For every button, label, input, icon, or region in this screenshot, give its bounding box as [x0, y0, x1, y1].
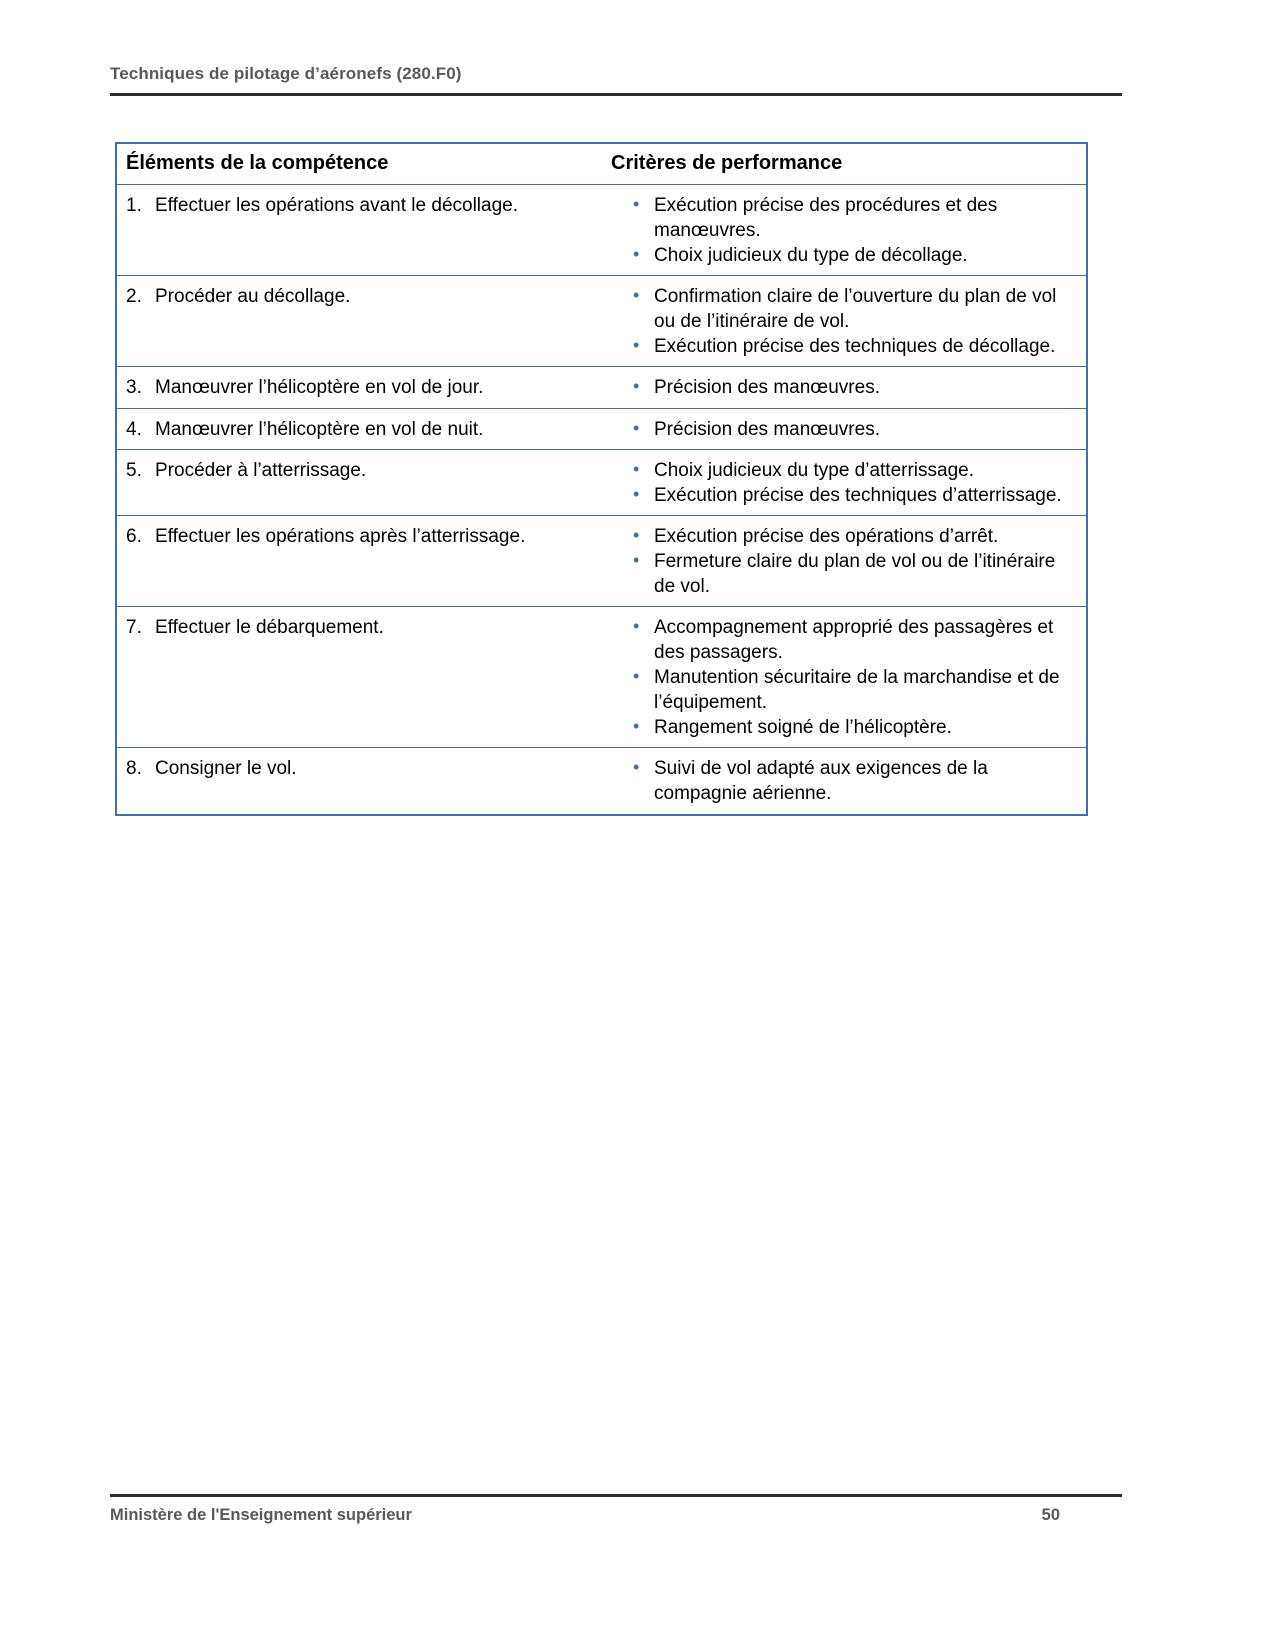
element-number: 3.	[126, 377, 142, 399]
criterion-text: Précision des manœuvres.	[654, 418, 880, 440]
bullet-icon: •	[633, 376, 640, 397]
element-text: Effectuer le débarquement.	[155, 617, 384, 639]
bullet-icon: •	[633, 716, 640, 737]
bullet-icon: •	[633, 549, 640, 570]
element-number: 5.	[126, 459, 142, 481]
bullet-icon: •	[633, 757, 640, 778]
criterion-item	[611, 524, 1072, 549]
table-row	[116, 449, 1087, 515]
bullet-icon: •	[633, 417, 640, 438]
criterion-text: Exécution précise des opérations d’arrêt.	[654, 525, 999, 547]
element-item	[126, 193, 603, 218]
footer-page-number: 50	[1041, 1506, 1060, 1524]
footer-ministry: Ministère de l'Enseignement supérieur	[110, 1506, 412, 1524]
element-text: Manœuvrer l’hélicoptère en vol de nuit.	[155, 418, 484, 440]
criterion-text: Exécution précise des procédures et des manœuvres.	[654, 195, 998, 242]
criterion-item	[611, 417, 1072, 442]
criterion-text: Accompagnement approprié des passagères et des passagers.	[654, 617, 1054, 664]
competency-table-wrap	[115, 142, 1088, 816]
criterion-text: Rangement soigné de l’hélicoptère.	[654, 717, 952, 739]
criterion-item	[611, 615, 1072, 665]
element-number: 6.	[126, 525, 142, 547]
element-item	[126, 458, 603, 483]
table-row	[116, 748, 1087, 815]
competency-table	[115, 142, 1088, 816]
criterion-text: Fermeture claire du plan de vol ou de l’itinéraire de vol.	[654, 550, 1056, 597]
table-row	[116, 185, 1087, 276]
table-row	[116, 276, 1087, 367]
bullet-icon: •	[633, 194, 640, 214]
element-text: Manœuvrer l’hélicoptère en vol de jour.	[155, 377, 484, 399]
criterion-text: Exécution précise des techniques d’atterrissage.	[654, 484, 1062, 506]
element-item	[126, 417, 603, 442]
criterion-item	[611, 375, 1072, 400]
element-number: 1.	[126, 195, 142, 216]
element-number: 7.	[126, 617, 142, 639]
bullet-icon: •	[633, 524, 640, 545]
element-number: 2.	[126, 286, 142, 308]
element-number: 4.	[126, 418, 142, 440]
element-text: Effectuer les opérations avant le décollage.	[155, 195, 518, 216]
element-text: Effectuer les opérations après l’atterrissage.	[155, 525, 526, 547]
criterion-item	[611, 193, 1072, 243]
bullet-icon: •	[633, 666, 640, 687]
document-title: Techniques de pilotage d’aéronefs (280.F0)	[110, 64, 462, 83]
criterion-item	[611, 665, 1072, 715]
criterion-text: Confirmation claire de l’ouverture du plan de vol ou de l’itinéraire de vol.	[654, 286, 1057, 333]
bullet-icon: •	[633, 244, 640, 265]
criterion-item	[611, 243, 1072, 268]
bullet-icon: •	[633, 335, 640, 356]
bullet-icon: •	[633, 285, 640, 306]
criterion-item	[611, 756, 1072, 806]
table-header-row	[116, 143, 1087, 185]
table-row	[116, 607, 1087, 748]
criterion-item	[611, 334, 1072, 359]
table-row	[116, 515, 1087, 606]
criterion-text: Manutention sécuritaire de la marchandise et de l’équipement.	[654, 667, 1060, 714]
column-header-criteria: Critères de performance	[611, 143, 1087, 185]
criterion-item	[611, 549, 1072, 599]
criterion-item	[611, 715, 1072, 740]
column-header-elements: Éléments de la compétence	[116, 143, 611, 185]
table-row	[116, 367, 1087, 408]
element-text: Consigner le vol.	[155, 758, 297, 780]
bullet-icon: •	[633, 616, 640, 637]
page-header	[110, 64, 1122, 96]
criterion-item	[611, 458, 1072, 483]
criterion-text: Suivi de vol adapté aux exigences de la compagnie aérienne.	[654, 758, 988, 805]
criterion-item	[611, 284, 1072, 334]
criterion-text: Précision des manœuvres.	[654, 377, 880, 399]
element-item	[126, 375, 603, 400]
criterion-text: Exécution précise des techniques de décollage.	[654, 336, 1056, 358]
element-text: Procéder au décollage.	[155, 286, 351, 308]
criterion-text: Choix judicieux du type d’atterrissage.	[654, 459, 975, 481]
criterion-item	[611, 483, 1072, 508]
element-item	[126, 284, 603, 309]
bullet-icon: •	[633, 458, 640, 479]
element-item	[126, 615, 603, 640]
element-number: 8.	[126, 758, 142, 780]
element-item	[126, 756, 603, 781]
table-row	[116, 408, 1087, 449]
element-text: Procéder à l’atterrissage.	[155, 459, 367, 481]
page-footer	[110, 1494, 1122, 1525]
bullet-icon: •	[633, 483, 640, 504]
criterion-text: Choix judicieux du type de décollage.	[654, 245, 968, 267]
element-item	[126, 524, 603, 549]
